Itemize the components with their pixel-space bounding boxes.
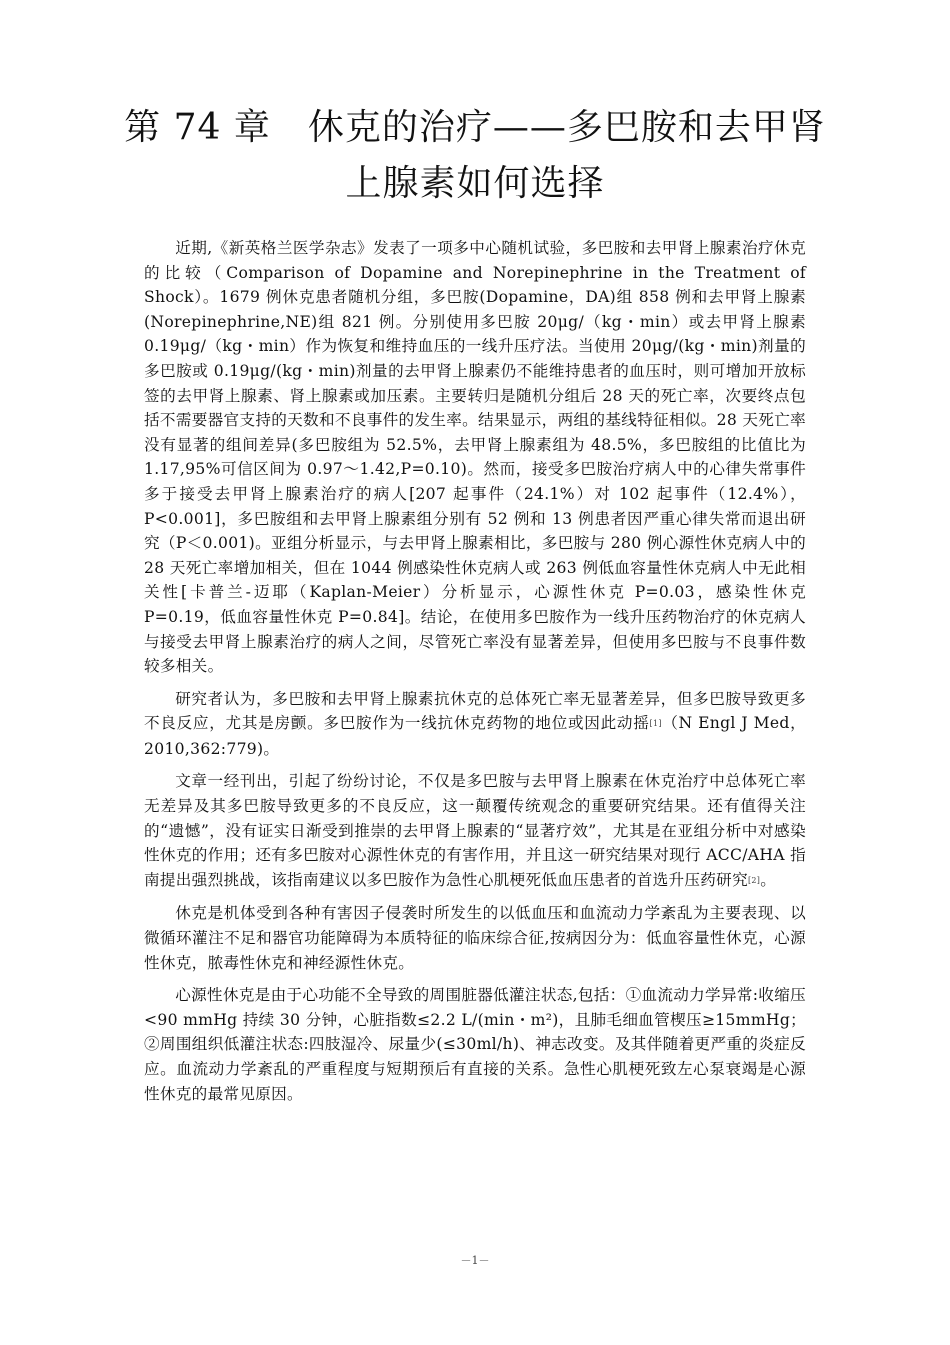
paragraph-researcher-view xyxy=(144,687,806,762)
paragraph-cardiogenic-shock: 心源性休克是由于心功能不全导致的周围脏器低灌注状态,包括：①血流动力学异常:收缩压<90 mmHg 持续 30 分钟，心脏指数≤2.2 L/(min・m²)，且肺毛细血管楔压≥15mmHg；②周围组织低灌注状态:四肢湿冷、尿量少(≤30ml/h)、神志改变。及其伴随着更严重的炎症反应。血流动力学紊乱的严重程度与短期预后有直接的关系。急性心肌梗死致左心泵衰竭是心源性休克的最常见原因。 xyxy=(144,986,806,1103)
chapter-title-line-1: 第 74 章 休克的治疗——多巴胺和去甲肾 xyxy=(124,107,826,148)
paragraph-study-summary: 近期,《新英格兰医学杂志》发表了一项多中心随机试验，多巴胺和去甲肾上腺素治疗休克的比较（Comparison of Dopamine and Norepinephrine in the Treatment of Shock）。1679 例休克患者随机分组，多巴胺(Dopamine，DA)组 858 例和去甲肾上腺素(Norepinephrine,NE)组 821 例。分别使用多巴胺 20μg/（kg・min）或去甲肾上腺素 0.19μg/（kg・min）作为恢复和维持血压的一线升压疗法。当使用 20μg/(kg・min)剂量的多巴胺或 0.19μg/(kg・min)剂量的去甲肾上腺素仍不能维持患者的血压时，则可增加开放标签的去甲肾上腺素、肾上腺素或加压素。主要转归是随机分组后 28 天的死亡率，次要终点包括不需要器官支持的天数和不良事件的发生率。结果显示，两组的基线特征相似。28 天死亡率没有显著的组间差异(多巴胺组为 52.5%，去甲肾上腺素组为 48.5%，多巴胺组的比值比为 1.17,95%可信区间为 0.97～1.42,P=0.10)。然而，接受多巴胺治疗病人中的心律失常事件多于接受去甲肾上腺素治疗的病人[207 起事件（24.1%）对 102 起事件（12.4%），P<0.001]，多巴胺组和去甲肾上腺素组分别有 52 例和 13 例患者因严重心律失常而退出研究（P＜0.001)。亚组分析显示，与去甲肾上腺素相比，多巴胺与 280 例心源性休克病人中的 28 天死亡率增加相关，但在 1044 例感染性休克病人或 263 例低血容量性休克病人中无此相关性[卡普兰-迈耶（Kaplan-Meier）分析显示，心源性休克 P=0.03，感染性休克 P=0.19，低血容量性休克 P=0.84]。结论，在使用多巴胺作为一线升压药物治疗的休克病人与接受去甲肾上腺素治疗的病人之间，尽管死亡率没有显著差异，但使用多巴胺与不良事件数较多相关。 xyxy=(144,239,806,676)
paragraph-researcher-view-text: 研究者认为，多巴胺和去甲肾上腺素抗休克的总体死亡率无显著差异，但多巴胺导致更多不良反应，尤其是房颤。多巴胺作为一线抗休克药物的地位或因此动摇 xyxy=(144,689,806,733)
page-number: －1－ xyxy=(460,1254,490,1267)
body-text xyxy=(144,236,806,1114)
paragraph-shock-definition: 休克是机体受到各种有害因子侵袭时所发生的以低血压和血流动力学紊乱为主要表现、以微循环灌注不足和器官功能障碍为本质特征的临床综合征,按病因分为：低血容量性休克，心源性休克，脓毒性休克和神经源性休克。 xyxy=(144,904,806,972)
paragraph-discussion-text: 文章一经刊出，引起了纷纷讨论，不仅是多巴胺与去甲肾上腺素在休克治疗中总体死亡率无差异及其多巴胺导致更多的不良反应，这一颠覆传统观念的重要研究结果。还有值得关注的“遗憾”，没有证实日渐受到推崇的去甲肾上腺素的“显著疗效”，尤其是在亚组分析中对感染性休克的作用；还有多巴胺对心源性休克的有害作用，并且这一研究结果对现行 ACC/AHA 指南提出强烈挑战，该指南建议以多巴胺作为急性心肌梗死低血压患者的首选升压药研究 xyxy=(144,772,806,889)
citation-marker-1: [1] xyxy=(649,719,662,729)
chapter-title xyxy=(120,100,830,212)
citation-marker-2: [2] xyxy=(747,875,761,885)
chapter-title-line-2: 上腺素如何选择 xyxy=(345,163,605,204)
paragraph-researcher-view-tail: （N Engl J Med，2010,362:779)。 xyxy=(144,714,806,758)
paragraph-discussion-tail: 。 xyxy=(760,870,777,889)
paragraph-discussion xyxy=(144,769,806,893)
